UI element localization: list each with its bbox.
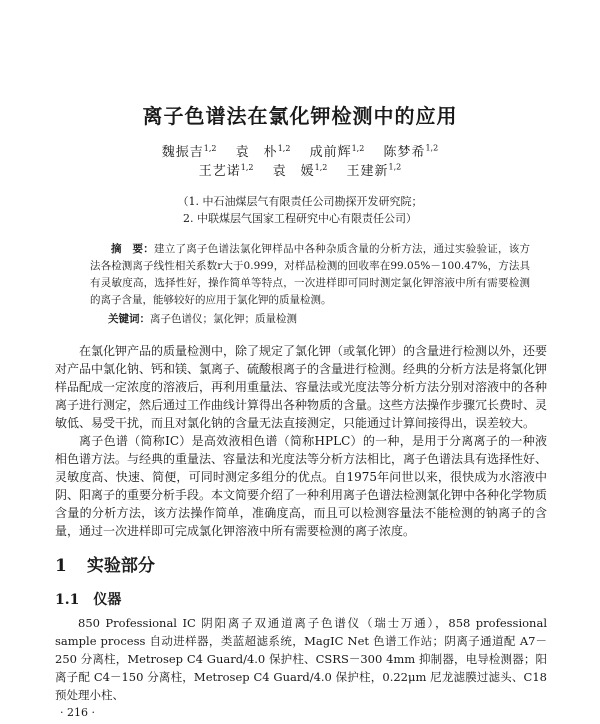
instrument-section	[55, 614, 547, 704]
keywords	[108, 311, 600, 328]
affiliation-1: （1. 中石油煤层气有限责任公司勘探开发研究院；	[177, 195, 423, 208]
paragraph: 离子色谱（简称IC）是高效液相色谱（简称HPLC）的一种，是用于分离离子的一种液相色谱方法。与经典的重量法、容量法和光度法等分析方法相比，离子色谱法具有选择性好、灵敏度高、快速、简便，可同时测定多组分的优点。自1975年问世以来，很快成为水溶液中阴、阳离子的重要分析手段。本文简要介绍了一种利用离子色谱法检测氯化钾中各种化学物质含量的分析方法，该方法操作简单，准确度高，而且可以检测容量法不能检测的钠离子的含量，通过一次进样即可完成氯化钾溶液中所有需要检测的离子浓度。	[55, 434, 548, 538]
authors-line-2	[0, 162, 600, 181]
author-affiliation-mark: 1,2	[388, 162, 402, 172]
section-title: 实验部分	[86, 556, 155, 576]
author: 袁 媛	[272, 164, 315, 179]
section-number: 1	[55, 556, 67, 576]
keywords-label: 关键词：	[108, 313, 150, 325]
abstract-text: 建立了离子色谱法氯化钾样品中各种杂质含量的分析方法，通过实验验证，该方法各检测离子线性相关系数r大于0.999，对样品检测的回收率在99.05%－100.47%，方法具有灵敏度高，选择性好，操作简单等特点，一次进样即可同时测定氯化钾溶液中所有需要检测的离子含量，能够较好的应用于氯化钾的质量检测。	[90, 243, 530, 306]
introduction	[55, 342, 547, 540]
affiliation-2: 2. 中联煤层气国家工程研究中心有限责任公司）	[183, 212, 417, 225]
author: 陈梦希	[383, 145, 426, 160]
author-affiliation-mark: 1,2	[240, 162, 254, 172]
subsection-title: 仪器	[93, 592, 122, 608]
author: 袁 朴	[235, 145, 278, 160]
author: 魏振吉	[161, 145, 204, 160]
author: 王艺诺	[198, 164, 241, 179]
author: 成前辉	[309, 145, 352, 160]
author-affiliation-mark: 1,2	[277, 143, 291, 153]
subsection-number: 1.1	[55, 592, 80, 608]
paragraph: 在氯化钾产品的质量检测中，除了规定了氯化钾（或氧化钾）的含量进行检测以外，还要对产品中氯化钠、钙和镁、氯离子、硫酸根离子的含量进行检测。经典的分析方法是将氯化钾样品配成一定浓度的溶液后，再利用重量法、容量法或光度法等分析方法分别对溶液中的各种离子进行测定，然后通过工作曲线计算得出各种物质的含量。这些方法操作步骤冗长费时、灵敏低、易受干扰，而且对氯化钠的含量无法直接测定，只能通过计算间接得出，误差较大。	[55, 344, 548, 430]
subsection-heading	[55, 590, 600, 610]
author-affiliation-mark: 1,2	[203, 143, 217, 153]
author: 王建新	[346, 164, 389, 179]
author-affiliation-mark: 1,2	[351, 143, 365, 153]
abstract	[90, 241, 530, 309]
page-number: · 216 ·	[60, 706, 95, 719]
paper-title: 离子色谱法在氯化钾检测中的应用	[142, 104, 458, 128]
paragraph: 850 Professional IC 阴阳离子双通道离子色谱仪（瑞士万通），858 professional sample process 自动进样器，类蓝超滤系统，MagIC Net 色谱工作站；阴离子通道配 A7－250 分离柱，Metrosep C4 Guard/4.0 保护柱、CSRS－300 4mm 抑制器，电导检测器；阳离子配 C4－150 分离柱，Metrosep C4 Guard/4.0 保护柱，0.22μm 尼龙滤膜过滤头、C18 预处理小柱、	[55, 616, 547, 702]
abstract-label: 摘 要：	[111, 243, 154, 255]
section-heading	[55, 554, 600, 578]
keywords-text: 离子色谱仪；氯化钾；质量检测	[150, 313, 297, 325]
authors-line-1	[0, 143, 600, 162]
author-affiliation-mark: 1,2	[314, 162, 328, 172]
author-affiliation-mark: 1,2	[425, 143, 439, 153]
